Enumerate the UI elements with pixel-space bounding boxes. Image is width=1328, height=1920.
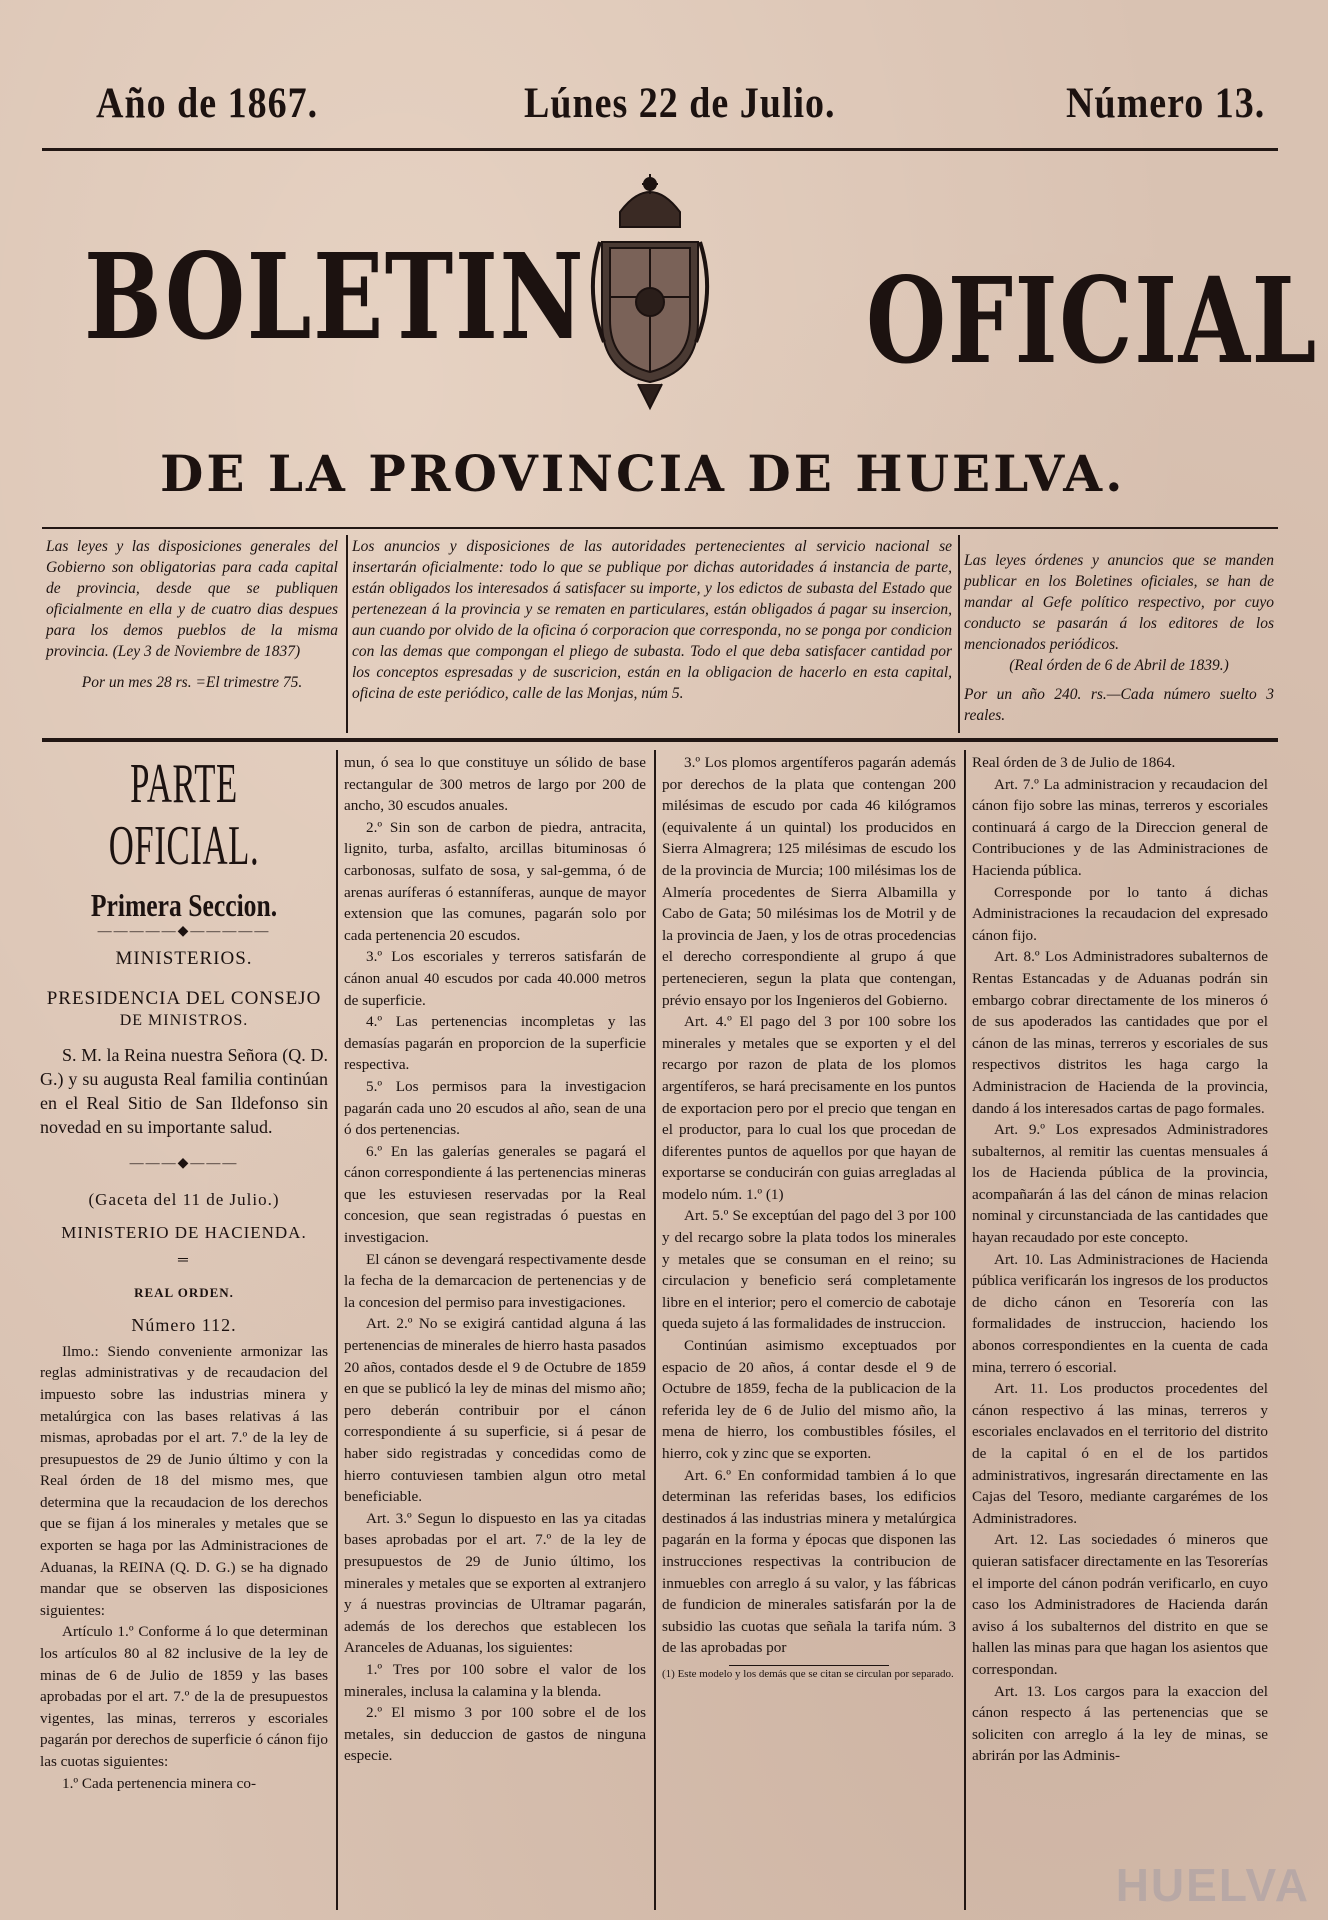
info-left-price: Por un mes 28 rs. =El trimestre 75. [81, 674, 303, 691]
col2-paragraph-4: 4.º Las pertenencias incompletas y las demasías pagarán en proporcion de la superficie respectiva. [344, 1013, 646, 1074]
column-rule-2 [654, 750, 656, 1910]
col2-paragraph-7: El cánon se devengará respectivamente desde la fecha de la demarcacion de pertenencias y de la concesion del permiso para investigaciones. [344, 1250, 646, 1311]
ornament-divider: —————◆————— [97, 923, 271, 939]
col3-paragraph-2: Art. 4.º El pago del 3 por 100 sobre los minerales y metales que se exporten y el del recargo por razon de plata de los plomos argentíferos, se hará precisamente en los puntos de exportacion pero por el precio que tengan en el productor, para lo cual los que procedan de diferentes puntos de aquellos por que hayan de exportarse se conducirán con guias arregladas al modelo núm. 1.º (1) [662, 1013, 956, 1203]
info-center [352, 536, 952, 704]
col2-paragraph-11: 2.º El mismo 3 por 100 sobre el de los metales, sin deduccion de gastos de ninguna especie. [344, 1704, 646, 1765]
col3-paragraph-5: Art. 6.º En conformidad tambien á lo que determinan las referidas bases, los edificios destinados á las industrias minera y metalúrgica pagarán en la forma y épocas que disponen las instrucciones respectivas la contribucion de inmuebles con arreglo á su valor, y las fábricas de fundicion de minerales satisfarán por la de subsidio las cuotas que señala la tarifa núm. 3 de las aprobadas por [662, 1466, 956, 1657]
col2-paragraph-6: 6.º En las galerías generales se pagará el cánon correspondiente á las pertenencias mineras que les estuviesen reservadas por la Real concesion, que sean registradas ó puestas en investigacion. [344, 1142, 646, 1247]
col2-paragraph-10: 1.º Tres por 100 sobre el valor de los minerales, inclusa la calamina y la blenda. [344, 1660, 646, 1700]
col1-paragraph-2: Artículo 1.º Conforme á lo que determinan los artículos 80 al 82 inclusive de la ley de minas de 6 de Julio de 1859 y las bases aprobadas por el art. 7.º de la de presupuestos vigentes, las minas, terreros y escoriales pagarán por derechos de superficie ó cánon fijo las cuotas siguientes: [40, 1623, 329, 1770]
info-top-rule [42, 527, 1278, 529]
col2-paragraph-1: mun, ó sea lo que constituye un sólido de base rectangular de 300 metros de largo por 200 de ancho, 30 escudos anuales. [344, 754, 646, 815]
column-1 [40, 752, 328, 1794]
numero-heading: Número 112. [131, 1315, 237, 1336]
column-rule-1 [336, 750, 338, 1910]
hacienda-heading: MINISTERIO DE HACIENDA. [61, 1223, 307, 1243]
col3-paragraph-4: Continúan asimismo exceptuados por espacio de 20 años, á contar desde el 9 de Octubre de 1859, fecha de la publicacion de la referida ley de 6 de Julio del mismo año, la mena de hierro, los combustibles fósiles, el hierro, cok y zinc que se exporten. [662, 1337, 956, 1462]
salud-paragraph: S. M. la Reina nuestra Señora (Q. D. G.) y su augusta Real familia continúan en el Real Sitio de San Ildefonso sin novedad en su importante salud. [40, 1045, 328, 1138]
column-rule-3 [964, 750, 966, 1910]
col2-paragraph-8: Art. 2.º No se exigirá cantidad alguna á las pertenencias de minerales de hierro hasta pasados 20 años, contados desde el 9 de Octubre de 1859 en que se publicó la ley de minas del mismo año; pero deberán contribuir por el cánon correspondiente á su superficie, si á pesar de haber sido registradas y concedidas como de hierro contuviesen tambien algun otro metal beneficiable. [344, 1315, 646, 1506]
ministerios-heading: MINISTERIOS. [115, 948, 253, 970]
ornament-divider-2: ———◆——— [129, 1156, 239, 1172]
col4-paragraph-4: Art. 8.º Los Administradores subalternos de Rentas Estancadas y de Aduanas podrán sin embargo cobrar directamente de los mineros ó de sus apoderados las cantidades que por el cánon de las minas, terreros y escoriales de sus respectivos distritos les haga cargo la Administracion de Hacienda de la provincia, dando á los interesados cartas de pago formales. [972, 948, 1268, 1117]
real-orden-heading: REAL ORDEN. [134, 1284, 234, 1300]
masthead-right: OFICIAL [866, 251, 1318, 390]
gaceta-source: (Gaceta del 11 de Julio.) [88, 1189, 280, 1209]
col4-paragraph-3: Corresponde por lo tanto á dichas Administraciones la recaudacion del expresado cánon fijo. [972, 883, 1268, 944]
col2-paragraph-3: 3.º Los escoriales y terreros satisfarán de cánon anual 40 escudos por cada 40.000 metros de superficie. [344, 948, 646, 1009]
col2-paragraph-5: 5.º Los permisos para la investigacion pagarán cada uno 20 escudos al año, sean de una ó dos pertenencias. [344, 1077, 646, 1139]
masthead-subtitle: DE LA PROVINCIA DE HUELVA. [160, 444, 1126, 503]
col3-paragraph-1: 3.º Los plomos argentíferos pagarán además por derechos de la plata que contengan 200 milésimas de escudo por cada 46 kilógramos (equivalente á un quintal) los producidos en Sierra Almagrera; 125 milésimas de escudo los de la provincia de Murcia; 100 milésimas los de Almería procedentes de Sierra Albamilla y Cabo de Gata; 50 milésimas los de Motril y de la provincia de Jaen, y los de otras procedencias el derecho correspondiente al grupo á que pertenecieren, segun la plata que contengan, prévio ensayo por los Ingenieros del Gobierno. [662, 754, 956, 1009]
header-rule [42, 148, 1278, 151]
column-3 [662, 752, 956, 1681]
info-divider-right [958, 535, 960, 733]
info-right [964, 550, 1274, 726]
info-right-price: Por un año 240. rs.—Cada número suelto 3 reales. [964, 686, 1274, 724]
col2-paragraph-9: Art. 3.º Segun lo dispuesto en las ya citadas bases aprobadas por el art. 7.º de la ley de presupuestos de 29 de Junio último, los minerales y metales que se exporten al extranjero y á nuestras provincias de Ultramar pagarán, además de los derechos que establecen los Aranceles de Aduanas, los siguientes: [344, 1509, 646, 1657]
archive-watermark: HUELVA [1115, 1859, 1310, 1911]
presidencia-heading: PRESIDENCIA DEL CONSEJO [46, 987, 322, 1009]
info-right-order: (Real órden de 6 de Abril de 1839.) [1009, 657, 1229, 674]
info-left-text: Las leyes y las disposiciones generales del Gobierno son obligatorias para cada capital de provincia, desde que se publiquen oficialmente en ella y de cuatro dias despues para los demos pueblos de la misma provincia. (Ley 3 de Noviembre de 1837) [46, 538, 338, 660]
col4-paragraph-7: Art. 11. Los productos procedentes del cánon respectivo á las minas, terreros y escoriales enclavados en el territorio del distrito de la capital ó en el de los partidos administrativos, ingresarán directamente en las Cajas del Tesoro, mediante cargarémes de los Administradores. [972, 1380, 1268, 1527]
col1-paragraph-3: 1.º Cada pertenencia minera co- [62, 1774, 257, 1792]
column-4 [972, 752, 1268, 1767]
primera-seccion-heading: Primera Seccion. [90, 887, 278, 924]
parte-oficial-title: PARTE OFICIAL. [108, 753, 260, 877]
footnote: (1) Este modelo y los demás que se citan se circulan por separado. [662, 1667, 954, 1680]
col4-paragraph-1: Real órden de 3 de Julio de 1864. [972, 754, 1176, 771]
col3-paragraph-3: Art. 5.º Se exceptúan del pago del 3 por 100 y del recargo sobre la plata todos los minerales y metales que se consuman en el reino; su circulacion y beneficio será completamente libre en el interior; pero el comercio de cabotaje queda sujeto á las formalidades de instruccion. [662, 1207, 956, 1333]
col4-paragraph-8: Art. 12. Las sociedades ó mineros que quieran satisfacer directamente en las Tesorerías el importe del cánon podrán verificarlo, en cuyo caso los Administradores de Hacienda darán aviso á los subalternos del distrito en que se hallen las minas para que hagan los asientos que correspondan. [972, 1531, 1268, 1678]
issue-number: Número 13. [1066, 79, 1266, 128]
col4-paragraph-2: Art. 7.º La administracion y recaudacion del cánon fijo sobre las minas, terreros y escoriales continuará á cargo de la Direccion general de Contribuciones y de las Administraciones de Hacienda pública. [972, 775, 1268, 879]
footnote-rule [729, 1665, 889, 1666]
royal-coat-of-arms-icon [580, 172, 720, 412]
col4-paragraph-5: Art. 9.º Los expresados Administradores subalternos, al remitir las cuentas mensuales á los de Hacienda pública de la provincia, acompañarán á las del cánon de minas relacion nominal y circunstanciada de las cantidades que hayan recaudado por este concepto. [972, 1121, 1268, 1247]
date-label: Lúnes 22 de Julio. [524, 79, 836, 128]
body-top-rule [42, 738, 1278, 742]
info-divider-left [346, 535, 348, 733]
col2-paragraph-2: 2.º Sin son de carbon de piedra, antracita, lignito, turba, asfalto, arcillas bituminosas ó carbonosas, sulfato de sosa, y sal-gemma, ó de arenas auríferas ó estanníferas, aunque de mayor extension que las comunes, pagarán solo por cada pertenencia 20 escudos. [344, 818, 646, 944]
col1-paragraph-1: Ilmo.: Siendo conveniente armonizar las reglas administrativas y de recaudacion del impuesto sobre las industrias minera y metalúrgica con las bases relativas á las mismas, aprobadas por el art. 7.º de la ley de presupuestos de 29 de Junio último y con la Real órden de 18 del mismo mes, que determina que la recaudacion de los derechos que se fijan á los minerales y metales que se exporten se haga por las Administraciones de Aduanas, la REINA (Q. D. G.) se ha dignado mandar que se observen las disposiciones siguientes: [40, 1342, 328, 1619]
info-left [46, 536, 338, 693]
column-2 [344, 752, 646, 1767]
masthead-left: BOLETIN [84, 227, 586, 366]
col4-paragraph-9: Art. 13. Los cargos para la exaccion del cánon respecto á las pertenencias que se soliciten con arreglo á la ley de minas, se abrirán por las Adminis- [972, 1682, 1268, 1765]
presidencia-subheading: DE MINISTROS. [119, 1011, 249, 1029]
info-right-text: Las leyes órdenes y anuncios que se manden publicar en los Boletines oficiales, se han de mandar al Gefe político respectivo, por cuyo conducto se pasarán á los editores de los mencionados periódicos. [964, 552, 1274, 653]
info-center-text: Los anuncios y disposiciones de las autoridades pertenecientes al servicio nacional se insertarán oficialmente: todo lo que se publique por dichas autoridades á instancia de parte, están obligados los interesados á satisfacer su importe, y los edictos de subasta del Estado que pertenezean á la provincia y se rematen en particulares, están obligados á pagar su insercion, aun cuando por olvido de la oficina ó corporacion que corresponda, no se ponga por condicion con las demas que compongan el pliego de subasta. Todo el que deba satisfacer cantidad por los conceptos espresadas y de suscricion, están en la obligacion de hacerlo en esta capital, oficina de este periódico, calle de las Monjas, núm 5. [352, 538, 952, 702]
short-rule: ═ [178, 1252, 190, 1268]
year-label: Año de 1867. [96, 79, 319, 128]
col4-paragraph-6: Art. 10. Las Administraciones de Hacienda pública verificarán los ingresos de los productos de dicho cánon en Tesorería con las formalidades de instruccion, haciendo los abonos correspondientes en la cuenta de cada mina, terrero ó escorial. [972, 1250, 1268, 1376]
